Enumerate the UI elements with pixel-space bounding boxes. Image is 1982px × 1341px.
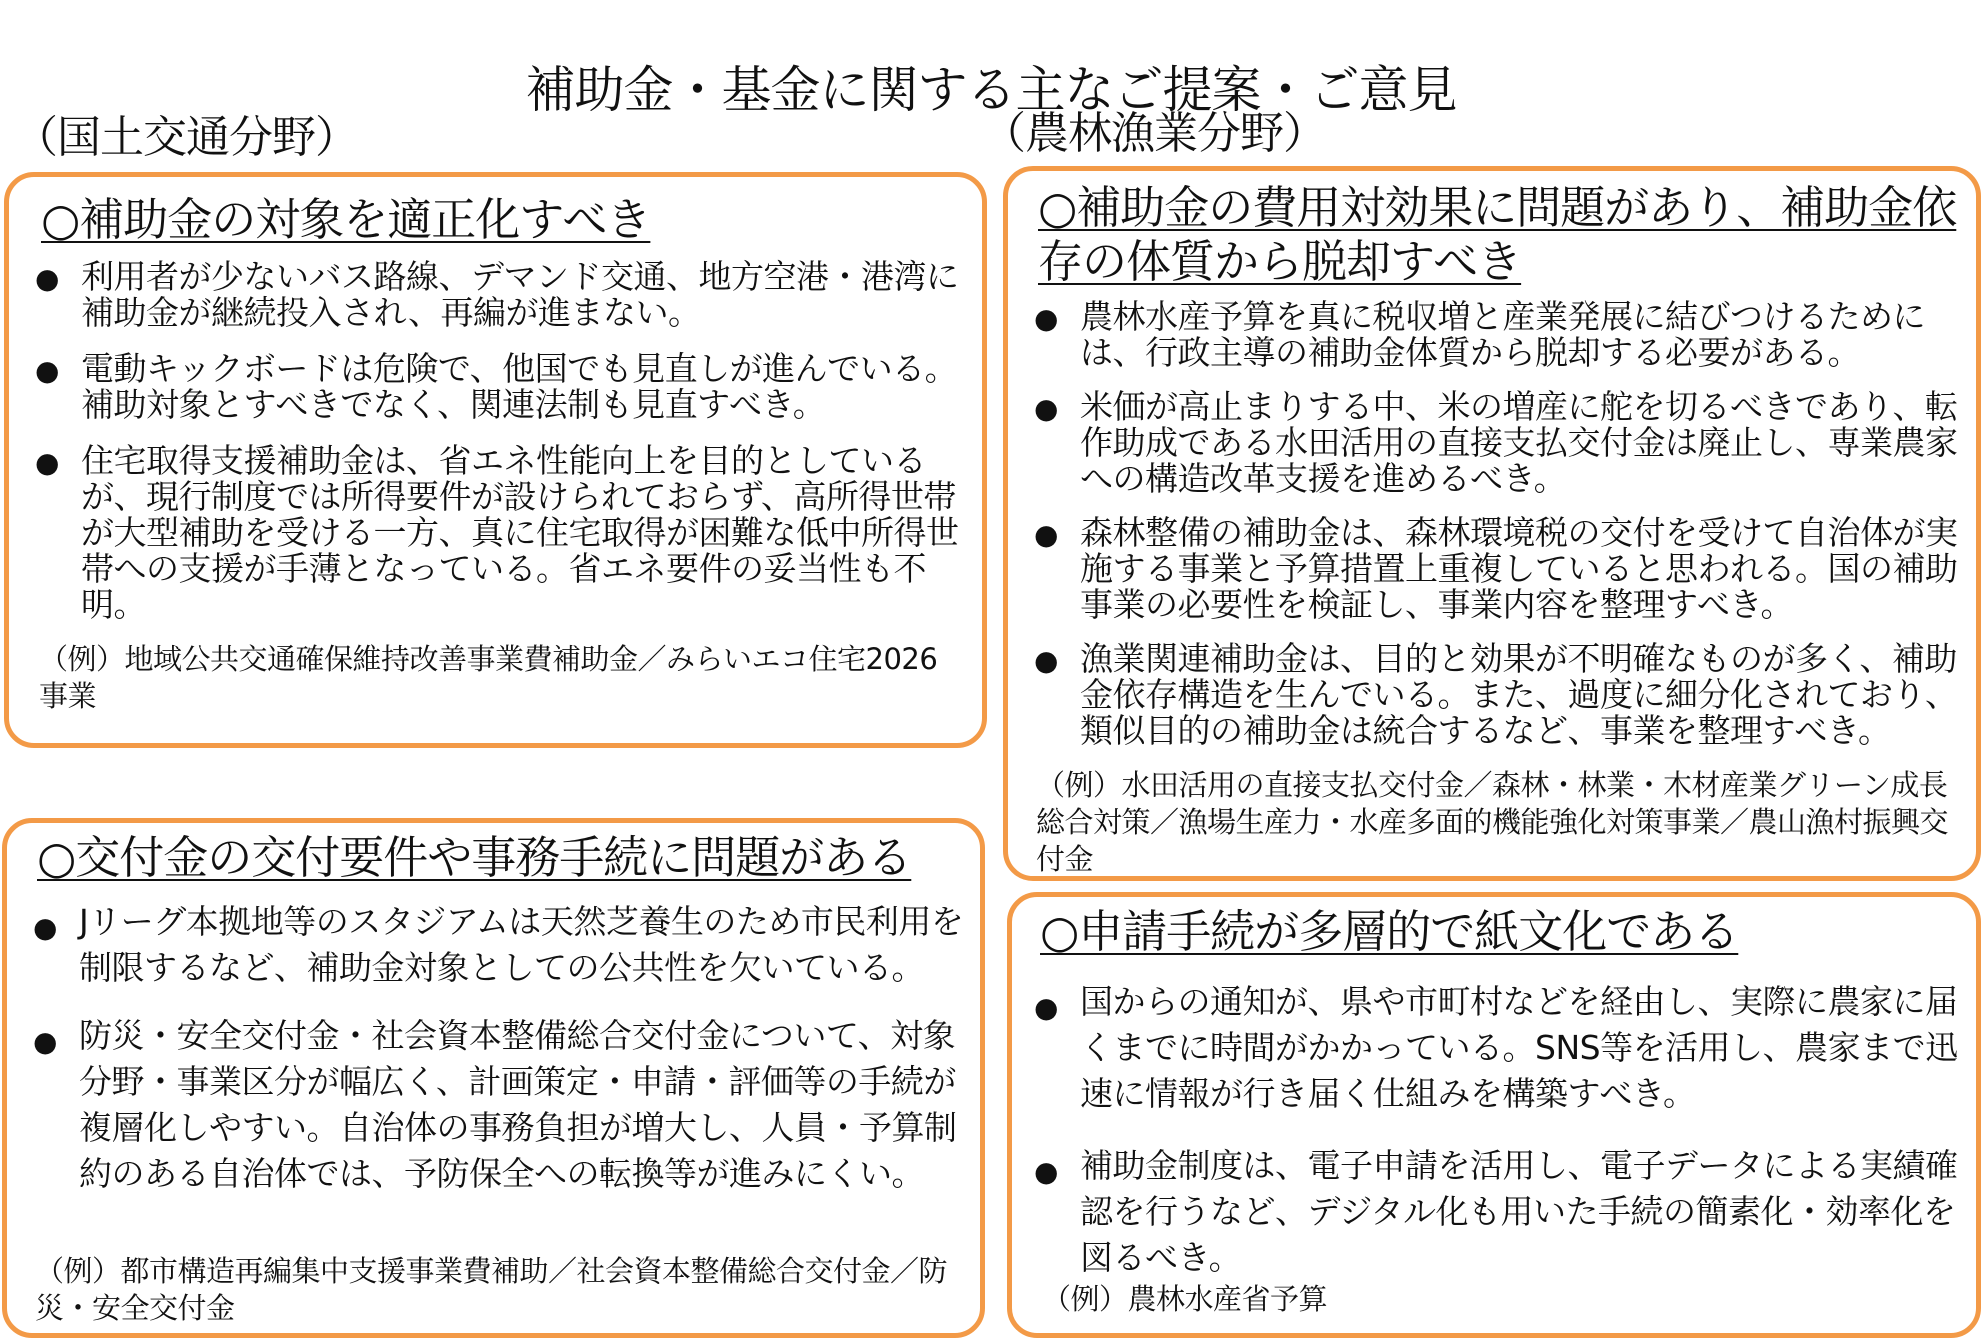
- bullet-text: 住宅取得支援補助金は、省エネ性能向上を目的としているが、現行制度では所得要件が設けられておらず、高所得世帯が大型補助を受ける一方、真に住宅取得が困難な低中所得世帯への支援が手薄となっている。省エネ要件の妥当性も不明。: [81, 441, 959, 624]
- bullet-text: 森林整備の補助金は、森林環境税の交付を受けて自治体が実施する事業と予算措置上重複していると思われる。国の補助事業の必要性を検証し、事業内容を整理すべき。: [1080, 513, 1958, 624]
- example-text: （例）水田活用の直接支払交付金／森林・林業・木材産業グリーン成長総合対策／漁場生産力・水産多面的機能強化対策事業／農山漁村振興交付金: [1036, 768, 1949, 876]
- bullet-item: [1028, 389, 1968, 497]
- bullet-text: 農林水産予算を真に税収増と産業発展に結びつけるためには、行政主導の補助金体質から脱却する必要がある。: [1080, 297, 1925, 372]
- bullet-item: [1028, 1143, 1968, 1281]
- panel-heading: ○補助金の費用対効果に問題があり、補助金依存の体質から脱却すべき: [1038, 181, 1957, 288]
- panel-heading: ○申請手続が多層的で紙文化である: [1040, 905, 1739, 958]
- bullet-text: 漁業関連補助金は、目的と効果が不明確なものが多く、補助金依存構造を生んでいる。また、過度に細分化されており、類似目的の補助金は統合するなど、事業を整理すべき。: [1080, 639, 1958, 750]
- page-title: 補助金・基金に関する主なご提案・ご意見: [525, 60, 1457, 119]
- bullet-text: 米価が高止まりする中、米の増産に舵を切るべきであり、転作助成である水田活用の直接支払交付金は廃止し、専業農家への構造改革支援を進めるべき。: [1080, 387, 1958, 498]
- bullet-list: [29, 259, 975, 643]
- bullet-item: [29, 259, 975, 331]
- bullet-text: Jリーグ本拠地等のスタジアムは天然芝養生のため市民利用を制限するなど、補助金対象としての公共性を欠いている。: [79, 902, 964, 987]
- bullet-dot-icon: ●: [1034, 392, 1058, 425]
- bullet-list: [1028, 979, 1968, 1307]
- bullet-text: 国からの通知が、県や市町村などを経由し、実際に農家に届くまでに時間がかかっている。SNS等を活用し、農家まで迅速に情報が行き届く仕組みを構築すべき。: [1080, 982, 1958, 1113]
- bullet-text: 補助金制度は、電子申請を活用し、電子データによる実績確認を行うなど、デジタル化も用いた手続の簡素化・効率化を図るべき。: [1080, 1146, 1958, 1277]
- section-heading-mlit: （国土交通分野）: [14, 112, 358, 163]
- bullet-dot-icon: ●: [35, 262, 59, 295]
- bullet-list: [1028, 299, 1968, 767]
- example-text: （例）地域公共交通確保維持改善事業費補助金／みらいエコ住宅2026事業: [39, 642, 938, 713]
- bullet-item: [1028, 979, 1968, 1117]
- panel-heading: ○交付金の交付要件や事務手続に問題がある: [37, 831, 912, 884]
- bullet-dot-icon: ●: [1034, 302, 1058, 335]
- bullet-dot-icon: ●: [33, 1025, 57, 1058]
- panel-subsidy-target: [4, 172, 987, 748]
- panel-cost-effectiveness: [1003, 166, 1981, 881]
- bullet-item: [1028, 515, 1968, 623]
- bullet-dot-icon: ●: [35, 354, 59, 387]
- bullet-text: 防災・安全交付金・社会資本整備総合交付金について、対象分野・事業区分が幅広く、計画策定・申請・評価等の手続が複層化しやすい。自治体の事務負担が増大し、人員・予算制約のある自治体では、予防保全への転換等が進みにくい。: [79, 1016, 957, 1193]
- bullet-item: [29, 443, 975, 623]
- bullet-text: 利用者が少ないバス路線、デマンド交通、地方空港・港湾に補助金が継続投入され、再編が進まない。: [81, 257, 959, 332]
- bullet-dot-icon: ●: [33, 911, 57, 944]
- panel-paper-procedures: [1007, 892, 1981, 1338]
- panel-heading: ○補助金の対象を適正化すべき: [41, 193, 651, 246]
- bullet-text: 電動キックボードは危険で、他国でも見直しが進んでいる。補助対象とすべきでなく、関連法制も見直すべき。: [81, 349, 958, 424]
- section-heading-agriculture: （農林漁業分野）: [982, 108, 1326, 159]
- bullet-dot-icon: ●: [1034, 518, 1058, 551]
- bullet-dot-icon: ●: [1034, 1155, 1058, 1188]
- panel-grant-requirements: [2, 818, 985, 1338]
- bullet-item: [1028, 641, 1968, 749]
- example-text: （例）農林水産省予算: [1042, 1282, 1328, 1316]
- bullet-item: [29, 351, 975, 423]
- bullet-item: [1028, 299, 1968, 371]
- bullet-dot-icon: ●: [35, 446, 59, 479]
- bullet-dot-icon: ●: [1034, 991, 1058, 1024]
- bullet-dot-icon: ●: [1034, 644, 1058, 677]
- example-text: （例）都市構造再編集中支援事業費補助／社会資本整備総合交付金／防災・安全交付金: [35, 1254, 948, 1325]
- bullet-list: [27, 899, 973, 1219]
- bullet-item: [27, 899, 973, 991]
- bullet-item: [27, 1013, 973, 1197]
